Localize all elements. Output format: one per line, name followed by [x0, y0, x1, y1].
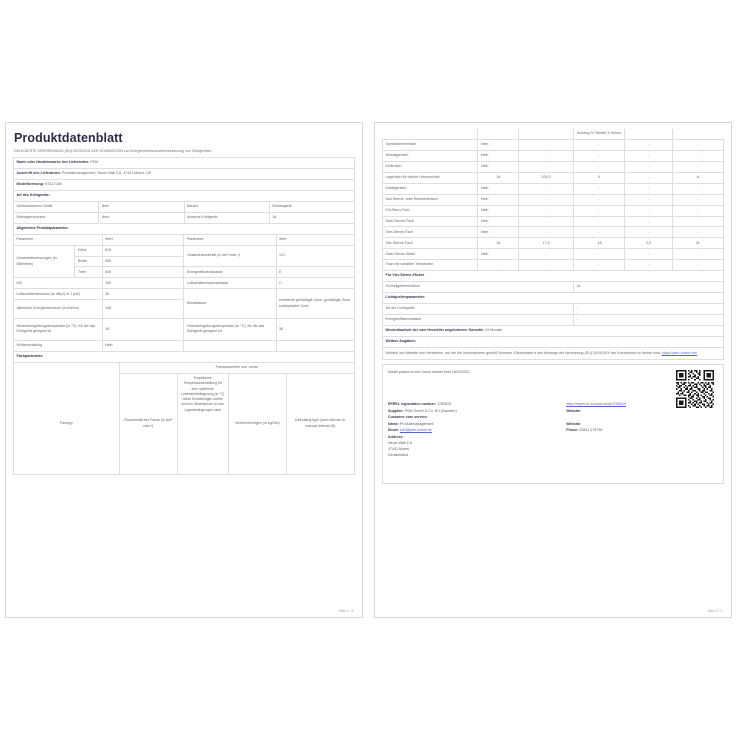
eprel-label: EPREL registration number:: [388, 402, 437, 407]
table-row: [383, 238, 724, 249]
compartment-freeze: -: [625, 161, 673, 172]
address-line-3: Deutschland: [388, 453, 408, 458]
col-header-parameter-left: Parameter: [14, 234, 103, 245]
compartment-defrost: -: [672, 194, 723, 205]
supplier-table: [13, 157, 355, 235]
light-eff-class-value: -: [573, 314, 723, 325]
compartment-name: Null-Sterne- oder Eisbereiterfach: [383, 194, 478, 205]
table-row: [383, 249, 724, 260]
dimension-depth-value: 545: [102, 267, 184, 278]
contact-email-value[interactable]: info@pkm-online.de: [399, 428, 432, 433]
spacer-cell-2: [276, 341, 354, 352]
further-info-text: Weblink zur Website des Herstellers, auf der die Informationen gemäß Nummer 4 Buchstabe a des Anhangs der Verordnung (EU) 2019/2019 der Kommission zu finden sind:: [385, 350, 661, 355]
further-info-heading: Weitere Angaben:: [383, 336, 724, 347]
compartment-defrost: M: [672, 238, 723, 249]
compartment-name: Drei-Sterne-Fach: [383, 227, 478, 238]
compartment-present: Nein: [478, 183, 519, 194]
compartments-corner-cell: [383, 129, 478, 139]
table-row: [383, 314, 724, 325]
table-row: [383, 325, 724, 336]
compartment-present: Ja: [478, 172, 519, 183]
fach-col-volume: Rauminhalt des Fachs (in dm³ oder l): [119, 373, 177, 474]
contact-email-row: [388, 427, 718, 433]
min-ambient-temp-value: 10: [102, 318, 184, 340]
supplier-info-label: Supplier:: [388, 408, 404, 413]
compartments-header-blank-1: [478, 129, 519, 139]
compartment-name: Zwei-Sterne-Abteil: [383, 249, 478, 260]
manufacturer-website-link[interactable]: https://pkm-online.net/: [661, 350, 698, 355]
market-info-spacer: [388, 375, 718, 401]
compartment-present: Nein: [478, 194, 519, 205]
type-section-heading: Art des Kühlgeräts:: [14, 190, 355, 201]
compartment-defrost: -: [672, 227, 723, 238]
compartment-freeze: -: [625, 183, 673, 194]
qr-code-icon[interactable]: [676, 370, 714, 408]
compartment-name: Lagerfach für frische Lebensmittel: [383, 172, 478, 183]
climate-class-label: Klimaklasse:: [184, 289, 276, 318]
table-row: [14, 289, 355, 300]
compartment-present: Nein: [478, 150, 519, 161]
contact-name-value: Produktmanagement: [400, 421, 434, 426]
noise-emission-label: Luftschallemissionen (in dB(A) re 1 pW): [14, 289, 103, 300]
table-row: [383, 227, 724, 238]
compartment-present: Nein: [478, 216, 519, 227]
col-header-value-right: Wert: [276, 234, 354, 245]
dimension-height-label: Höhe: [75, 245, 102, 256]
compartment-defrost: -: [672, 260, 723, 271]
compartment-volume: 17,0: [519, 238, 574, 249]
table-row: [14, 278, 355, 289]
four-star-heading: Für Vier-Sterne-Fächer: [383, 271, 724, 282]
compartment-present: -: [478, 260, 519, 271]
table-row: [383, 271, 724, 282]
table-row: [14, 190, 355, 201]
low-noise-value: Nein: [99, 201, 184, 212]
col-header-parameter-right: Parameter: [184, 234, 276, 245]
compartment-present: Nein: [478, 161, 519, 172]
table-row: [14, 223, 355, 234]
supplier-address-cell: [14, 169, 355, 180]
compartment-temp: -: [573, 205, 624, 216]
table-row: [14, 351, 355, 362]
compartment-present: Nein: [478, 139, 519, 150]
compartment-defrost: -: [672, 150, 723, 161]
compartment-temp: -: [573, 260, 624, 271]
table-row: [383, 205, 724, 216]
compartment-freeze: -: [625, 216, 673, 227]
warranty-cell: [383, 325, 724, 336]
compartment-present: Ja: [478, 238, 519, 249]
compartment-defrost: -: [672, 161, 723, 172]
page-left: [5, 122, 363, 618]
supplier-name-value: PKM: [90, 160, 99, 165]
dimension-width-value: 595: [102, 256, 184, 267]
page-title: Produktdatenblatt: [14, 131, 123, 145]
compartment-freeze: -: [625, 205, 673, 216]
compartment-temp: -: [573, 161, 624, 172]
annual-energy-value: 148: [102, 300, 184, 318]
table-row: [14, 341, 355, 352]
compartment-name: Ein-Stern-Fach: [383, 205, 478, 216]
compartment-volume: -: [519, 205, 574, 216]
eei-value: 100: [102, 278, 184, 289]
compartments-table: [382, 129, 724, 360]
supplier-address-label: Anschrift des Lieferanten:: [16, 171, 62, 176]
table-row: [14, 318, 355, 340]
wine-cooler-label: Weinlagerschrank:: [14, 212, 99, 223]
compartment-temp: 4: [573, 172, 624, 183]
compartment-temp: -: [573, 227, 624, 238]
compartment-defrost: -: [672, 205, 723, 216]
compartment-defrost: -: [672, 139, 723, 150]
compartment-volume: -: [519, 161, 574, 172]
fast-freeze-value: Ja: [573, 282, 723, 293]
eprel-link[interactable]: https://eprel.ec.europa.eu/qr/1750819: [566, 402, 627, 407]
total-volume-label: Gesamtrauminhalt (in dm³ oder l): [184, 245, 276, 267]
low-noise-label: Geräuscharmes Gerät:: [14, 201, 99, 212]
compartment-name: Zwei-Sterne-Fach: [383, 216, 478, 227]
general-section-heading: Allgemeine Produktparameter:: [14, 223, 355, 234]
noise-class-label: Luftschallemissionsklasse: [184, 278, 276, 289]
contact-phone-label: Phone:: [566, 428, 579, 433]
fach-col-type: Fachtyp: [14, 373, 120, 474]
contact-phone-value: 02841 176738: [579, 428, 603, 433]
compartments-header-note: Anhang IV Tabelle 3 ziehen: [573, 129, 624, 139]
compartment-present: Nein: [478, 205, 519, 216]
compartment-name: Vier-Sterne-Fach: [383, 238, 478, 249]
model-id-cell: [14, 179, 355, 190]
compartment-volume: -: [519, 194, 574, 205]
table-row: [383, 183, 724, 194]
page-right-footer: Seite 2 / 3: [707, 609, 722, 613]
compartment-name: Kellerfach: [383, 161, 478, 172]
document-subtitle: DELEGIERTE VERORDNUNG (EU) 2019/2016 DER KOMMISSION zur Energieverbrauchskennzeichnung von Kühlgeräten: [14, 149, 212, 153]
annual-energy-label: Jährlicher Energieverbrauch (in kWh/a): [14, 300, 103, 318]
table-row: [14, 212, 355, 223]
table-row: [383, 150, 724, 161]
compartments-header-blank-2: [519, 129, 574, 139]
compartment-name: Weinlagerfach: [383, 150, 478, 161]
max-ambient-temp-value: 38: [276, 318, 354, 340]
further-info-cell: [383, 347, 724, 359]
dimension-height-value: 819: [102, 245, 184, 256]
compartment-freeze: 2,0: [625, 238, 673, 249]
fach-col-temperature: Empfohlene Temperatureinstellung für eine optimierte Lebensmittellagerung (in °C) Diese Einstellungen dürfen nicht im Widerspruch zu den Lagerbedingungen nach: [177, 373, 228, 474]
compartment-volume: -: [519, 150, 574, 161]
build-type-value: Einbaugerät: [269, 201, 354, 212]
noise-emission-value: 38: [102, 289, 184, 300]
compartments-header-blank-4: [672, 129, 723, 139]
compartment-temp: -: [573, 183, 624, 194]
table-row: [383, 347, 724, 359]
total-volume-value: 121: [276, 245, 354, 267]
compartment-defrost: -: [672, 249, 723, 260]
model-id-label: Modellkennung:: [16, 182, 45, 187]
table-row: [14, 179, 355, 190]
compartment-defrost: A: [672, 172, 723, 183]
warranty-value: 24 Monate: [485, 328, 503, 333]
noise-class-value: C: [276, 278, 354, 289]
table-row: [383, 172, 724, 183]
table-row: [383, 293, 724, 304]
supplier-info-value: PKM GmbH & Co. KG (Importer): [404, 408, 457, 413]
compartment-volume: -: [519, 260, 574, 271]
table-row: [14, 362, 355, 373]
compartment-temp: -: [573, 216, 624, 227]
table-row: [383, 194, 724, 205]
compartment-freeze: -: [625, 139, 673, 150]
max-ambient-temp-label: Höchstumgebungstemperatur (in °C), für die das Kühlgerät geeignet ist: [184, 318, 276, 340]
contact-email-cell: [388, 427, 566, 433]
eprel-value: 1750819: [437, 402, 452, 407]
supplier-name-cell: [14, 158, 355, 169]
climate-class-value: erweiterte gemäßigte Zone, gemäßigte Zone, subtropische Zone: [276, 289, 354, 318]
fach-col-defrosting-type: Defrosting type (auto defrost=A, manual defrost=M): [286, 373, 354, 474]
compartment-temp: -18: [573, 238, 624, 249]
compartment-present: Nein: [478, 227, 519, 238]
fach-col-freezing-capacity: Gefriervermögen (in kg/24h): [228, 373, 286, 474]
fach-empty-corner: [14, 362, 120, 373]
market-info-box: [382, 364, 724, 484]
light-type-label: Art der Lichtquelle: [383, 304, 574, 315]
page-right: [374, 122, 732, 618]
warranty-label: Mindestlaufzeit der vom Hersteller angebotenen Garantie:: [385, 328, 485, 333]
table-row: [383, 282, 724, 293]
table-row: [14, 201, 355, 212]
fach-group-header: Fachparameter und -werte: [119, 362, 354, 373]
address-label: Address:: [388, 434, 404, 439]
supplier-row: [388, 408, 718, 414]
general-parameters-table: [13, 234, 355, 363]
build-type-label: Bauart:: [184, 201, 269, 212]
eei-label: EEI: [14, 278, 103, 289]
fach-section-heading: Fachparameter:: [14, 351, 355, 362]
supplier-address-value: Produktmanagement, Neuer Wall 2-6, 47441 Moers, DE: [62, 171, 152, 176]
table-row: [383, 336, 724, 347]
eff-class-label: Energieeffizienzklasse: [184, 267, 276, 278]
table-row: [383, 216, 724, 227]
contact-phone-cell: [566, 427, 718, 433]
compartment-volume: -: [519, 183, 574, 194]
compartment-freeze: -: [625, 194, 673, 205]
min-ambient-temp-label: Mindestumgebungstemperatur (in °C), für die das Kühlgerät geeignet ist: [14, 318, 103, 340]
compartment-volume: -: [519, 249, 574, 260]
table-row: [14, 245, 355, 256]
table-row: [14, 158, 355, 169]
page-left-footer: Seite 1 / 3: [338, 609, 353, 613]
winter-setting-label: Winterschaltung: [14, 341, 103, 352]
website-label: Website:: [566, 408, 582, 413]
compartment-freeze: -: [625, 227, 673, 238]
table-row: [383, 161, 724, 172]
compartment-freeze: -: [625, 260, 673, 271]
compartment-volume: -: [519, 227, 574, 238]
compartment-freeze: -: [625, 249, 673, 260]
compartment-temp: -: [573, 139, 624, 150]
compartment-volume: -: [519, 216, 574, 227]
other-appliance-label: Anderes Kühlgerät:: [184, 212, 269, 223]
col-header-value-left: Wert: [102, 234, 184, 245]
light-type-value: -: [573, 304, 723, 315]
placed-on-market-text: Model placed on the Union market from 16/10/2021.: [388, 369, 471, 374]
model-id-value: KS117L6E: [45, 182, 62, 187]
compartment-temp: -: [573, 249, 624, 260]
compartment-name: Speisekammerfach: [383, 139, 478, 150]
compartment-volume: -: [519, 139, 574, 150]
contact-name-label: Name:: [388, 421, 399, 426]
table-row: [14, 234, 355, 245]
website-cell: [566, 408, 718, 414]
table-row: [14, 169, 355, 180]
address-line-1: Neuer Wall 2-6: [388, 441, 412, 446]
eff-class-value: E: [276, 267, 354, 278]
winter-setting-value: Nein: [102, 341, 184, 352]
compartment-temp: -: [573, 150, 624, 161]
dimensions-label: Gesamtabmessungen (in Millimeter): [14, 245, 75, 278]
table-row: [383, 260, 724, 271]
light-source-heading: Lichtquellenparameter:: [383, 293, 724, 304]
compartment-freeze: -: [625, 172, 673, 183]
light-eff-class-label: Energieeffizienzklasse: [383, 314, 574, 325]
compartment-present: Nein: [478, 249, 519, 260]
dimension-width-label: Breite: [75, 256, 102, 267]
compartment-name: Kaltlagerfach: [383, 183, 478, 194]
other-appliance-value: Ja: [269, 212, 354, 223]
compartments-header-blank-3: [625, 129, 673, 139]
address-line-2: 47441 Moers: [388, 447, 409, 452]
table-row: [383, 139, 724, 150]
customer-care-heading: Customer care service:: [388, 415, 428, 420]
compartment-name: Fach mit variabler Temperatur: [383, 260, 478, 271]
fast-freeze-label: Schnellgefrierfunktion: [383, 282, 574, 293]
compartment-defrost: -: [672, 216, 723, 227]
dimension-depth-label: Tiefe: [75, 267, 102, 278]
contact-email-label: Email:: [388, 428, 399, 433]
spacer-cell-1: [184, 341, 276, 352]
wine-cooler-value: Nein: [99, 212, 184, 223]
table-row: [383, 304, 724, 315]
compartment-temp: -: [573, 194, 624, 205]
table-row: [383, 129, 724, 139]
compartment-parameters-table: [13, 362, 355, 475]
supplier-name-label: Name oder Handelsmarke des Lieferanten:: [16, 160, 90, 165]
compartment-volume: 104,0: [519, 172, 574, 183]
compartment-defrost: -: [672, 183, 723, 194]
contact-website-label: Website:: [566, 421, 582, 426]
compartment-freeze: -: [625, 150, 673, 161]
